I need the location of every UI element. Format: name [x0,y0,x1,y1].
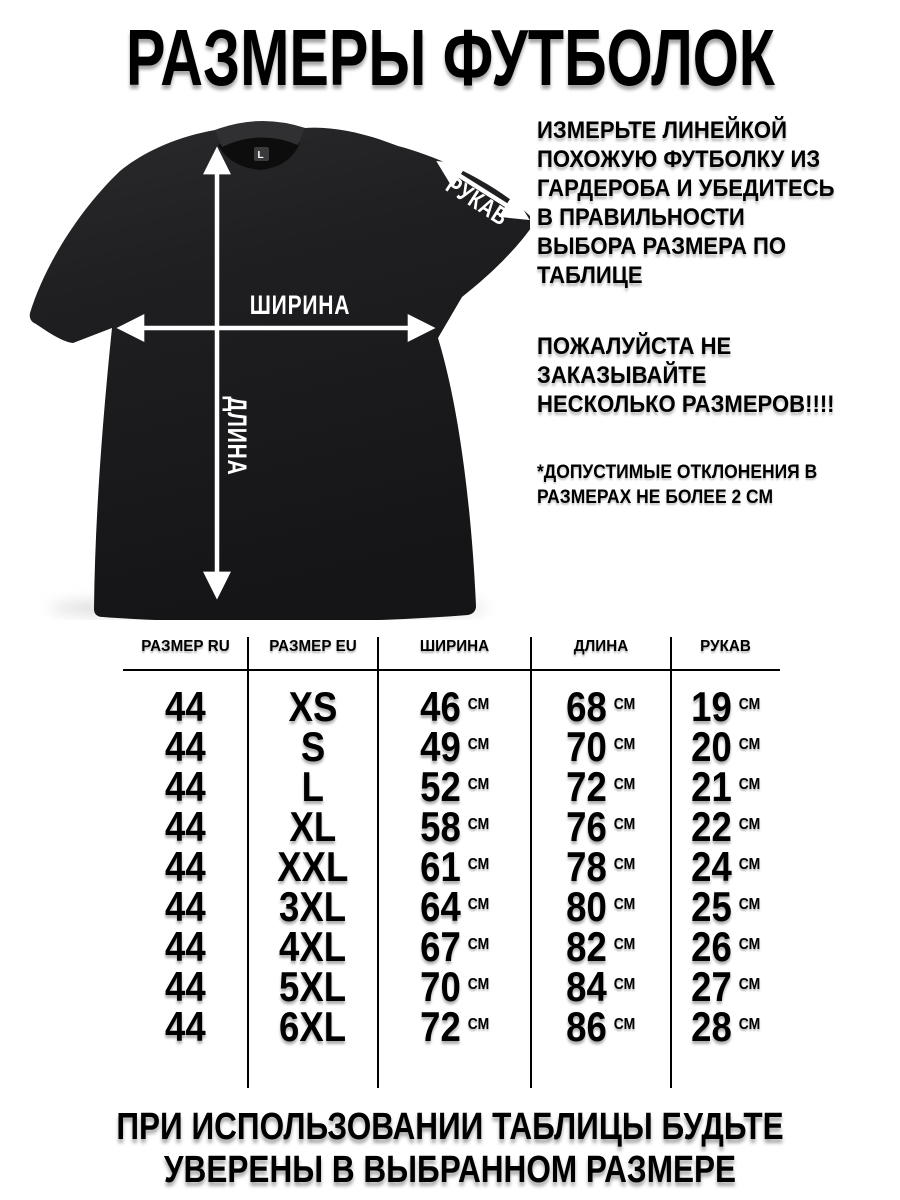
table-cell [165,923,206,970]
unit-label: СМ [614,936,636,953]
table-cell [566,763,636,810]
unit-label: СМ [467,816,490,833]
table-cell [277,843,349,890]
tshirt-diagram-svg [10,115,530,620]
size-value: 44 [165,1003,206,1050]
table-cell [165,763,206,810]
measure-value: 20 [690,723,732,770]
unit-label: СМ [467,776,490,793]
table-cell [690,963,761,1010]
unit-label: СМ [738,856,761,873]
measure-value: 82 [566,923,608,970]
measure-value: 27 [690,963,732,1010]
table-cell [289,803,337,850]
table-cell [690,923,761,970]
measure-value: 67 [419,923,461,970]
table-cell [165,1003,206,1050]
table-cell [690,843,761,890]
text-line: ИЗМЕРЬТЕ ЛИНЕЙКОЙ [537,117,787,144]
unit-label: СМ [738,936,761,953]
size-value: 44 [165,803,206,850]
table-cell [419,1003,490,1050]
table-cell [566,1003,636,1050]
page-title-text: РАЗМЕРЫ ФУТБОЛОК [125,13,775,102]
size-value: XL [289,803,337,850]
table-cell [566,683,636,730]
table-cell [566,883,636,930]
instructions [537,116,897,510]
table-cell [165,963,206,1010]
table-cell [419,843,490,890]
table-cell [690,803,761,850]
text-line: ЗАКАЗЫВАЙТЕ [537,362,707,389]
table-cell [419,763,490,810]
table-cell [165,803,206,850]
table-cell [300,723,326,770]
unit-label: СМ [738,1016,761,1033]
size-value: 44 [165,883,206,930]
unit-label: СМ [614,1016,636,1033]
measure-value: 46 [419,683,461,730]
measure-value: 68 [566,683,608,730]
measure-value: 61 [419,843,461,890]
table-cell [419,683,490,730]
size-value: 44 [165,763,206,810]
table-cell [690,763,761,810]
table-cell [279,963,347,1010]
table-header-cell: РАЗМЕР EU [269,638,357,655]
length-arrow-label: ДЛИНА [221,396,252,476]
table-cell [566,723,636,770]
table-cell [419,723,490,770]
measure-value: 64 [419,883,461,930]
measure-value: 80 [566,883,608,930]
table-header-cell: ДЛИНА [573,638,629,655]
size-value: 44 [165,843,206,890]
unit-label: СМ [738,776,761,793]
measure-value: 86 [566,1003,608,1050]
table-header-underline [123,669,780,671]
size-value: 5XL [279,963,347,1010]
table-cell [690,883,761,930]
measure-value: 21 [690,763,732,810]
unit-label: СМ [467,976,490,993]
size-value: XS [288,683,338,730]
measure-value: 78 [566,843,608,890]
measure-value: 72 [566,763,608,810]
instruction-measure [537,116,868,290]
table-cell [165,723,206,770]
text-line: В ПРАВИЛЬНОСТИ [537,204,745,231]
text-line: НЕСКОЛЬКО РАЗМЕРОВ!!!! [537,391,835,418]
text-line: ПОХОЖУЮ ФУТБОЛКУ ИЗ [537,146,821,173]
text-line: *ДОПУСТИМЫЕ ОТКЛОНЕНИЯ В [537,462,818,483]
table-cell [165,883,206,930]
table-cell [419,923,490,970]
size-value: XXL [277,843,349,890]
table-cell [279,883,347,930]
table-cell [165,843,206,890]
table-cell [288,683,338,730]
table-cell [301,763,325,810]
measure-value: 76 [566,803,608,850]
measure-value: 58 [419,803,461,850]
size-table [123,637,780,1088]
size-value: 44 [165,923,206,970]
measure-value: 49 [419,723,461,770]
table-cell [279,923,347,970]
text-line: ТАБЛИЦЕ [537,262,643,289]
sleeve-arrow-label: РУКАВ [441,170,515,232]
measure-value: 52 [419,763,461,810]
table-cell [279,1003,347,1050]
unit-label: СМ [467,736,490,753]
text-line: ПРИ ИСПОЛЬЗОВАНИИ ТАБЛИЦЫ БУДЬТЕ [116,1106,784,1148]
table-cell [165,683,206,730]
text-line: ПОЖАЛУЙСТА НЕ [537,333,732,360]
text-line: УВЕРЕНЫ В ВЫБРАННОМ РАЗМЕРЕ [163,1149,737,1191]
measure-value: 70 [566,723,608,770]
unit-label: СМ [738,896,761,913]
table-cell [690,1003,761,1050]
measure-value: 72 [419,1003,461,1050]
measure-value: 28 [690,1003,732,1050]
unit-label: СМ [614,816,636,833]
footer-warning [0,1106,900,1192]
tolerance-note [537,460,868,510]
table-cell [419,883,490,930]
instruction-warning [537,332,868,419]
size-value: S [300,723,326,770]
unit-label: СМ [614,776,636,793]
measure-value: 22 [690,803,732,850]
unit-label: СМ [467,896,490,913]
size-value: 44 [165,683,206,730]
size-value: 4XL [279,923,347,970]
table-cell [690,683,761,730]
unit-label: СМ [738,976,761,993]
table-cell [566,843,636,890]
unit-label: СМ [738,736,761,753]
unit-label: СМ [467,1016,490,1033]
page-title [0,13,900,102]
table-cell [690,723,761,770]
unit-label: СМ [467,856,490,873]
tshirt-measurement-diagram [10,115,530,620]
size-value: L [301,763,325,810]
size-value: 44 [165,723,206,770]
width-arrow-label: ШИРИНА [249,290,351,321]
text-line: ГАРДЕРОБА И УБЕДИТЕСЬ [537,175,835,202]
table-header-cell: РУКАВ [700,638,751,655]
table-cell [566,963,636,1010]
table-header-cell: РАЗМЕР RU [141,638,230,655]
size-value: 3XL [279,883,347,930]
table-cell [566,803,636,850]
text-line: ВЫБОРА РАЗМЕРА ПО [537,233,787,260]
unit-label: СМ [467,696,490,713]
measure-value: 70 [419,963,461,1010]
unit-label: СМ [614,696,636,713]
size-value: 44 [165,963,206,1010]
collar-tag-letter: L [257,150,265,161]
table-cell [419,803,490,850]
table-header-cell: ШИРИНА [419,638,490,655]
table-body [123,683,780,1050]
measure-value: 24 [690,843,732,890]
measure-value: 25 [690,883,732,930]
unit-label: СМ [614,976,636,993]
table-cell [566,923,636,970]
size-value: 6XL [279,1003,347,1050]
unit-label: СМ [738,696,761,713]
measure-value: 84 [566,963,608,1010]
unit-label: СМ [614,896,636,913]
table-cell [419,963,490,1010]
footer-warning-text [116,1106,783,1192]
measure-value: 19 [690,683,732,730]
table-header-row [123,638,780,656]
measure-value: 26 [690,923,732,970]
unit-label: СМ [738,816,761,833]
text-line: РАЗМЕРАХ НЕ БОЛЕЕ 2 СМ [537,487,774,508]
unit-label: СМ [614,736,636,753]
unit-label: СМ [614,856,636,873]
unit-label: СМ [467,936,490,953]
